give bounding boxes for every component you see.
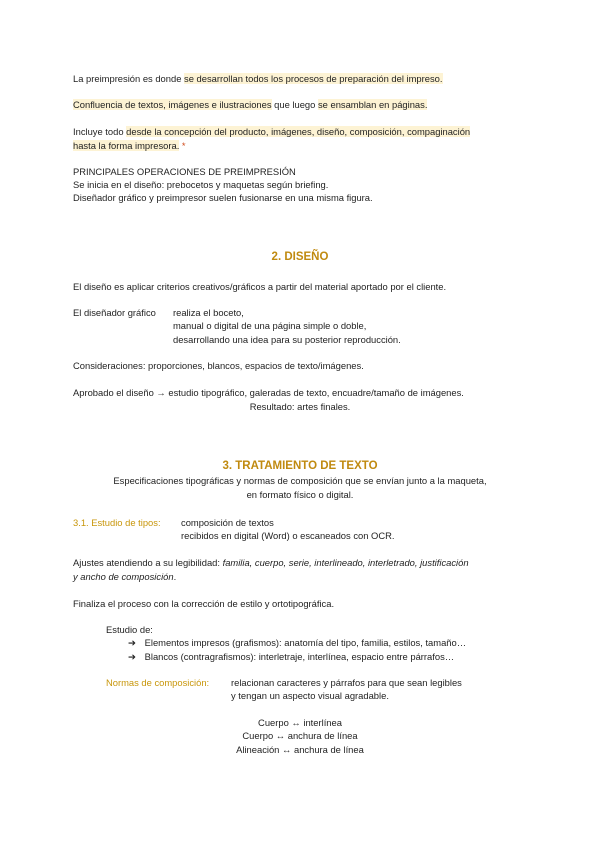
estudio-tipos-label: 3.1. Estudio de tipos: (73, 517, 161, 528)
spec-line-1: Especificaciones tipográficas y normas de composición que se envían junto a la maqueta, (113, 475, 487, 486)
bullet-text-2: Blancos (contragrafismos): interletraje, interlínea, espacio entre párrafos… (144, 651, 455, 662)
arrow-right-icon: ➔ (128, 637, 136, 648)
intro-paragraph-3-cont (73, 140, 186, 152)
ops-line-1: Se inicia en el diseño: prebocetos y maquetas según briefing. (73, 179, 329, 190)
estudio-tipos-line-1: composición de textos (181, 517, 274, 528)
estudio-de-label: Estudio de: (106, 624, 153, 635)
spec-line-2: en formato físico o digital. (246, 489, 354, 500)
arrow-right-icon: ➔ (128, 651, 136, 662)
intro-paragraph-3 (73, 126, 470, 138)
bullet-text-1: Elementos impresos (grafismos): anatomía del tipo, familia, estilos, tamaño… (144, 637, 467, 648)
estudio-tipos-line-2: recibidos en digital (Word) o escaneados con OCR. (181, 530, 395, 541)
ops-line-2: Diseñador gráfico y preimpresor suelen fusionarse en una misma figura. (73, 192, 373, 203)
normas-line-2: y tengan un aspecto visual agradable. (231, 690, 389, 701)
asterisk-note: * (181, 140, 186, 151)
section-title-texto: 3. TRATAMIENTO DE TEXTO (222, 460, 378, 472)
disenador-line-1: realiza el boceto, (173, 307, 244, 318)
relation-2: Cuerpo ↔ anchura de línea (242, 730, 358, 741)
intro-p1-text: La preimpresión es donde (73, 73, 182, 84)
diseno-definition: El diseño es aplicar criterios creativos/gráficos a partir del material aportado por el cliente. (73, 281, 447, 292)
intro-p1-highlight: se desarrollan todos los procesos de preparación del impreso. (184, 73, 443, 84)
intro-p2-highlight-2: se ensamblan en páginas. (317, 99, 428, 110)
intro-p3-text: Incluye todo (73, 126, 124, 137)
relation-1: Cuerpo ↔ interlínea (258, 717, 342, 728)
section-title-diseno: 2. DISEÑO (271, 251, 329, 263)
ajustes-line-1 (73, 557, 469, 569)
ajustes-text: Ajustes atendiendo a su legibilidad: (73, 557, 220, 568)
normas-line-1: relacionan caracteres y párrafos para que sean legibles (231, 677, 462, 688)
finaliza-line: Finaliza el proceso con la corrección de estilo y ortotipográfica. (73, 598, 335, 609)
intro-p3-highlight-1: desde la concepción del producto, imágenes, diseño, composición, compaginación (126, 126, 471, 137)
disenador-label: El diseñador gráfico (73, 307, 156, 318)
intro-paragraph-2 (73, 99, 427, 111)
intro-p3-highlight-2: hasta la forma impresora. (73, 140, 180, 151)
normas-label: Normas de composición: (106, 677, 210, 688)
ajustes-period: . (173, 571, 177, 582)
intro-paragraph-1 (73, 73, 443, 85)
disenador-line-2: manual o digital de una página simple o doble, (173, 320, 367, 331)
ajustes-italic-2: y ancho de composición (73, 571, 174, 582)
ajustes-italic-1: familia, cuerpo, serie, interlineado, interletrado, justificación (222, 557, 469, 568)
aprobado-line: Aprobado el diseño → estudio tipográfico, galeradas de texto, encuadre/tamaño de imágenes. (73, 387, 464, 398)
ajustes-line-2 (73, 571, 176, 583)
bullet-item-1 (128, 637, 466, 649)
intro-p2-text: que luego (274, 99, 316, 110)
ops-title: PRINCIPALES OPERACIONES DE PREIMPRESIÓN (73, 166, 296, 177)
resultado-line: Resultado: artes finales. (249, 401, 351, 412)
disenador-line-3: desarrollando una idea para su posterior reproducción. (173, 334, 401, 345)
bullet-item-2 (128, 651, 454, 663)
consideraciones: Consideraciones: proporciones, blancos, espacios de texto/imágenes. (73, 360, 364, 371)
intro-p2-highlight-1: Confluencia de textos, imágenes e ilustraciones (73, 99, 272, 110)
relation-3: Alineación ↔ anchura de línea (236, 744, 364, 755)
